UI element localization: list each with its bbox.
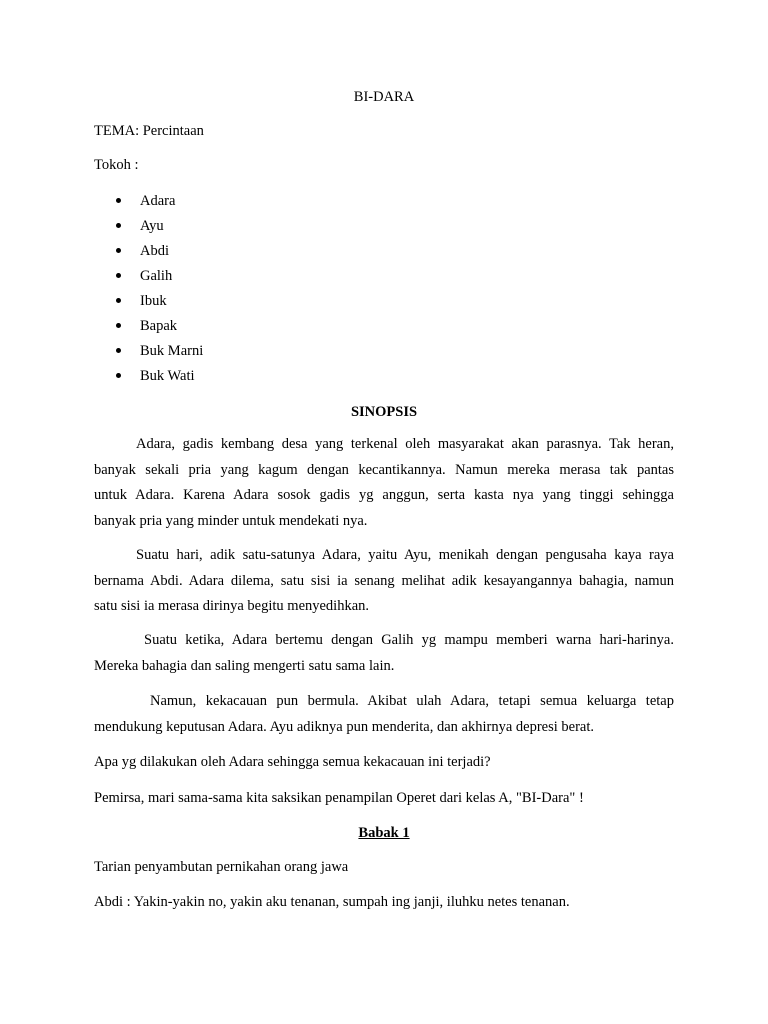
list-item-label: Adara	[140, 193, 176, 209]
sinopsis-paragraph-1	[94, 432, 674, 534]
sinopsis-paragraph-4	[94, 689, 674, 740]
sinopsis-paragraph-2	[94, 543, 674, 620]
tokoh-label: Tokoh :	[94, 157, 139, 173]
bullet-icon	[116, 298, 121, 303]
bullet-icon	[116, 273, 121, 278]
document-title: BI-DARA	[353, 89, 415, 105]
list-item-label: Bapak	[140, 318, 178, 334]
paragraph-line: Mereka bahagia dan saling mengerti satu sama lain.	[94, 657, 395, 674]
sinopsis-paragraph-3	[94, 628, 674, 679]
list-item-label: Ayu	[140, 218, 164, 234]
bullet-icon	[116, 348, 121, 353]
bullet-icon	[116, 248, 121, 253]
bullet-icon	[116, 223, 121, 228]
question-line: Apa yg dilakukan oleh Adara sehingga semua kekacauan ini terjadi?	[94, 754, 491, 770]
bullet-icon	[116, 323, 121, 328]
paragraph-line: untuk Adara. Karena Adara sosok gadis yg anggun, serta kasta nya yang tinggi sehingga	[94, 487, 674, 503]
list-item-label: Buk Wati	[140, 368, 195, 384]
bullet-icon	[116, 373, 121, 378]
theme-line: TEMA: Percintaan	[94, 123, 204, 139]
sinopsis-heading: SINOPSIS	[350, 404, 418, 420]
babak-heading: Babak 1	[358, 825, 410, 841]
paragraph-line: banyak pria yang minder untuk mendekati nya.	[94, 512, 368, 529]
bullet-icon	[116, 198, 121, 203]
babak-line-2: Abdi : Yakin-yakin no, yakin aku tenanan, sumpah ing janji, iluhku netes tenanan.	[94, 894, 570, 910]
paragraph-line: Suatu ketika, Adara bertemu dengan Galih yg mampu memberi warna hari-harinya.	[144, 632, 674, 648]
babak-line-1: Tarian penyambutan pernikahan orang jawa	[94, 859, 349, 875]
paragraph-line: mendukung keputusan Adara. Ayu adiknya pun menderita, dan akhirnya depresi berat.	[94, 718, 594, 735]
list-item-label: Abdi	[140, 243, 169, 259]
list-item-label: Buk Marni	[140, 343, 204, 359]
paragraph-line: banyak sekali pria yang kagum dengan kecantikannya. Namun mereka merasa tak pantas	[94, 461, 674, 478]
paragraph-line: Namun, kekacauan pun bermula. Akibat ulah Adara, tetapi semua keluarga tetap	[150, 693, 674, 709]
paragraph-line: bernama Abdi. Adara dilema, satu sisi ia senang melihat adik kesayangannya bahagia, namun	[94, 572, 674, 589]
paragraph-line: satu sisi ia merasa dirinya begitu menyedihkan.	[94, 598, 370, 614]
list-item-label: Ibuk	[140, 293, 167, 309]
paragraph-line: Suatu hari, adik satu-satunya Adara, yaitu Ayu, menikah dengan pengusaha kaya raya	[136, 547, 674, 563]
list-item-label: Galih	[140, 268, 173, 284]
invitation-line: Pemirsa, mari sama-sama kita saksikan penampilan Operet dari kelas A, "BI-Dara" !	[94, 790, 584, 806]
paragraph-line: Adara, gadis kembang desa yang terkenal oleh masyarakat akan parasnya. Tak heran,	[136, 436, 674, 452]
